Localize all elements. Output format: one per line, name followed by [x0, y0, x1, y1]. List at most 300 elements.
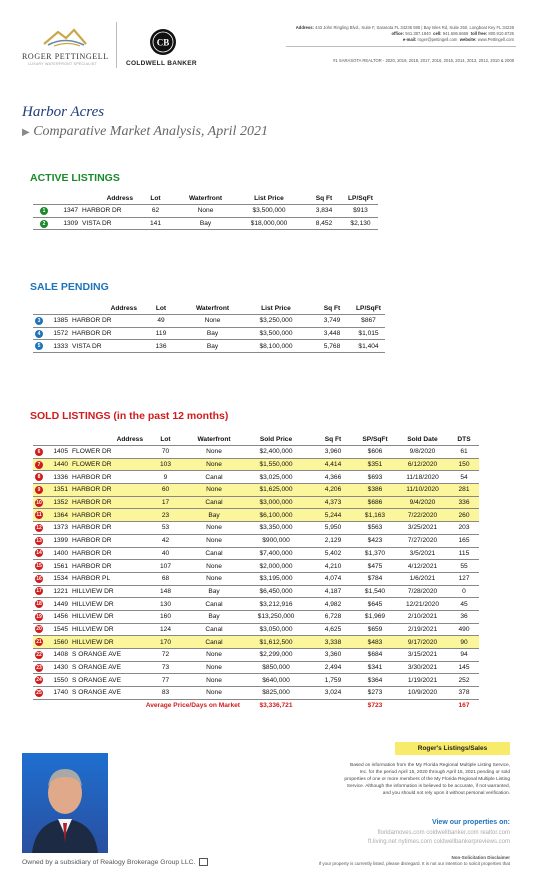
pps-cell: $867: [352, 315, 385, 328]
wf-cell: Bay: [188, 585, 240, 598]
sqft-cell: 4,373: [312, 496, 354, 509]
price-cell: $1,550,000: [240, 458, 312, 471]
street-number: 1333: [53, 342, 68, 350]
sqft-cell: 4,187: [312, 585, 354, 598]
dts-cell: 36: [449, 610, 479, 623]
sqft-cell: 3,360: [312, 649, 354, 662]
dts-cell: 281: [449, 484, 479, 497]
date-cell: 9/17/2020: [396, 636, 449, 649]
contact-block: Address: 443 John Ringling Blvd., Suite F, Sarasota FL 34236 595 | Bay Isles Rd, Suite 250, Longboat Key FL 34228 office: 941.387.1840 cell: 941.586.6668 toll free: 800.910.8726 e-mail: roger@pettingell.com website: www.Pettingell.com: [295, 25, 514, 42]
dts-cell: 45: [449, 598, 479, 611]
street-number: 1351: [53, 486, 68, 494]
wf-cell: None: [188, 572, 240, 585]
row-number-cell: [33, 623, 45, 636]
row-number-badge: 18: [36, 601, 42, 608]
price-cell: $850,000: [240, 661, 312, 674]
street-number: 1373: [53, 524, 68, 532]
agent-photo: [22, 753, 108, 853]
equal-housing-icon: [199, 858, 208, 866]
pps-cell: $475: [354, 560, 396, 573]
address-cell: [45, 547, 143, 560]
street-number: 1430: [53, 664, 68, 672]
pps-cell: $364: [354, 674, 396, 687]
pps-cell: $273: [354, 687, 396, 700]
date-cell: 2/19/2021: [396, 623, 449, 636]
ownership-note: Owned by a subsidiary of Realogy Brokerage Group LLC.: [22, 858, 208, 866]
address-cell: [45, 674, 143, 687]
active-listings-heading: ACTIVE LISTINGS: [30, 172, 120, 184]
wf-cell: None: [188, 661, 240, 674]
sqft-cell: 4,625: [312, 623, 354, 636]
dts-cell: 336: [449, 496, 479, 509]
street-name: HARBOR DR: [72, 511, 112, 519]
sale-pending-heading: SALE PENDING: [30, 281, 109, 293]
street-number: 1572: [53, 330, 68, 338]
sold-listings-heading: SOLD LISTINGS (in the past 12 months): [30, 410, 229, 422]
wf-cell: Canal: [188, 623, 240, 636]
row-number-cell: [33, 585, 45, 598]
pettingell-logo-icon: [40, 24, 90, 48]
row-number-badge: 24: [36, 677, 42, 684]
brokerage-name: COLDWELL BANKER: [126, 60, 197, 67]
wf-cell: None: [178, 205, 233, 218]
sqft-cell: 2,129: [312, 534, 354, 547]
logo-divider: [116, 22, 117, 68]
street-name: S ORANGE AVE: [72, 676, 121, 684]
dts-cell: 150: [449, 458, 479, 471]
address-text: 443 John Ringling Blvd., Suite F, Sarasota FL 34236 595 | Bay Isles Rd, Suite 250, Longboat Key FL 34228: [315, 25, 514, 30]
pps-cell: $913: [343, 205, 378, 218]
sqft-cell: 6,728: [312, 610, 354, 623]
price-cell: $3,500,000: [240, 327, 312, 340]
sqft-cell: 3,338: [312, 636, 354, 649]
pps-cell: $386: [354, 484, 396, 497]
average-row: Average Price/Days on Market $3,336,721 $723 167: [145, 702, 470, 710]
street-number: 1347: [63, 207, 78, 215]
pps-cell: $1,404: [352, 340, 385, 353]
price-cell: $3,350,000: [240, 522, 312, 535]
wf-cell: None: [188, 522, 240, 535]
dts-cell: 54: [449, 471, 479, 484]
row-number-cell: [33, 496, 45, 509]
date-cell: 3/30/2021: [396, 661, 449, 674]
address-cell: [45, 340, 137, 353]
pps-cell: $1,370: [354, 547, 396, 560]
lot-cell: 77: [143, 674, 188, 687]
price-cell: $7,400,000: [240, 547, 312, 560]
price-cell: $6,450,000: [240, 585, 312, 598]
price-cell: $3,250,000: [240, 315, 312, 328]
price-cell: $900,000: [240, 534, 312, 547]
street-name: FLOWER DR: [72, 461, 112, 469]
dts-cell: 127: [449, 572, 479, 585]
date-cell: 3/5/2021: [396, 547, 449, 560]
price-cell: $13,250,000: [240, 610, 312, 623]
date-cell: 11/10/2020: [396, 484, 449, 497]
street-number: 1550: [53, 676, 68, 684]
email-link[interactable]: roger@pettingell.com: [417, 37, 458, 42]
wf-cell: None: [188, 687, 240, 700]
lot-cell: 9: [143, 471, 188, 484]
table-row: [33, 315, 385, 328]
agent-portrait-icon: [22, 753, 108, 853]
row-number-badge: 15: [36, 563, 42, 570]
lot-cell: 141: [133, 217, 178, 230]
lot-cell: 23: [143, 509, 188, 522]
website-link[interactable]: www.Pettingell.com: [477, 37, 514, 42]
address-cell: [45, 560, 143, 573]
lot-cell: 70: [143, 446, 188, 459]
dts-cell: 115: [449, 547, 479, 560]
street-number: 1309: [63, 220, 78, 228]
pps-cell: $645: [354, 598, 396, 611]
table-row: [33, 661, 479, 674]
row-number-cell: [33, 560, 45, 573]
row-number-badge: 13: [36, 537, 42, 544]
date-cell: 10/9/2020: [396, 687, 449, 700]
row-number-cell: [33, 636, 45, 649]
dts-cell: 165: [449, 534, 479, 547]
address-cell: [45, 623, 143, 636]
table-row: [33, 327, 385, 340]
sqft-cell: 5,244: [312, 509, 354, 522]
lot-cell: 124: [143, 623, 188, 636]
lot-cell: 68: [143, 572, 188, 585]
lot-cell: 107: [143, 560, 188, 573]
row-number-cell: [33, 674, 45, 687]
wf-cell: Canal: [188, 598, 240, 611]
date-cell: 4/12/2021: [396, 560, 449, 573]
street-name: HILLVIEW DR: [72, 638, 114, 646]
table-row: [33, 674, 479, 687]
table-header: Address Lot Waterfront List Price Sq Ft LP/SqFt: [33, 302, 385, 315]
sqft-cell: 4,206: [312, 484, 354, 497]
wf-cell: None: [188, 534, 240, 547]
row-number-cell: [33, 340, 45, 353]
wf-cell: Canal: [188, 471, 240, 484]
sqft-cell: 4,982: [312, 598, 354, 611]
logo-name: ROGER PETTINGELL: [22, 52, 109, 61]
address-cell: [45, 509, 143, 522]
pps-cell: $1,163: [354, 509, 396, 522]
pps-cell: $563: [354, 522, 396, 535]
coldwell-banker-seal-icon: [149, 28, 177, 56]
date-cell: 6/12/2020: [396, 458, 449, 471]
lot-cell: 17: [143, 496, 188, 509]
street-name: HARBOR DR: [82, 207, 122, 215]
wf-cell: Bay: [185, 340, 240, 353]
sqft-cell: 3,960: [312, 446, 354, 459]
rogers-listings-badge: Roger's Listings/Sales: [395, 742, 510, 755]
street-name: HARBOR DR: [72, 537, 112, 545]
row-number-badge: 8: [35, 473, 43, 481]
row-number-cell: [33, 522, 45, 535]
row-number-cell: [33, 572, 45, 585]
address-cell: [45, 534, 143, 547]
table-row: [33, 547, 479, 560]
price-cell: $6,100,000: [240, 509, 312, 522]
address-cell: [45, 484, 143, 497]
row-number-badge: 9: [35, 486, 43, 494]
header-rule: [286, 46, 516, 47]
row-number-badge: 11: [36, 512, 42, 519]
lot-cell: 62: [133, 205, 178, 218]
pps-cell: $684: [354, 649, 396, 662]
row-number-badge: 21: [36, 639, 42, 646]
lot-cell: 72: [143, 649, 188, 662]
pps-cell: $351: [354, 458, 396, 471]
price-cell: $3,212,916: [240, 598, 312, 611]
dts-cell: 0: [449, 585, 479, 598]
table-row: [33, 458, 479, 471]
street-name: HARBOR DR: [72, 562, 112, 570]
logo-subtitle: LUXURY WATERFRONT SPECIALIST: [28, 62, 97, 66]
table-row: [33, 636, 479, 649]
address-cell: [45, 315, 137, 328]
street-number: 1440: [53, 461, 68, 469]
dts-cell: 90: [449, 636, 479, 649]
street-name: S ORANGE AVE: [72, 651, 121, 659]
row-number-cell: [33, 547, 45, 560]
street-name: FLOWER DR: [72, 448, 112, 456]
table-row: [33, 585, 479, 598]
sqft-cell: 3,024: [312, 687, 354, 700]
row-number-badge: 25: [36, 689, 42, 696]
lot-cell: 53: [143, 522, 188, 535]
street-number: 1456: [53, 613, 68, 621]
address-cell: [45, 687, 143, 700]
wf-cell: Bay: [188, 509, 240, 522]
table-row: [33, 484, 479, 497]
pps-cell: $1,969: [354, 610, 396, 623]
lot-cell: 160: [143, 610, 188, 623]
price-cell: $2,299,000: [240, 649, 312, 662]
row-number-badge: 14: [36, 550, 42, 557]
lot-cell: 170: [143, 636, 188, 649]
lot-cell: 136: [137, 340, 185, 353]
street-name: VISTA DR: [72, 342, 102, 350]
row-number-badge: 6: [35, 448, 43, 456]
pps-cell: $2,130: [343, 217, 378, 230]
pps-cell: $606: [354, 446, 396, 459]
table-row: [33, 610, 479, 623]
sold-listings-table: [33, 433, 479, 711]
wf-cell: None: [188, 674, 240, 687]
table-row: [33, 534, 479, 547]
pps-cell: $693: [354, 471, 396, 484]
table-row: [33, 205, 378, 218]
street-name: HARBOR DR: [72, 499, 112, 507]
table-row: [33, 471, 479, 484]
row-number-cell: [33, 327, 45, 340]
row-number-badge: 10: [36, 499, 42, 506]
table-row: [33, 509, 479, 522]
dts-cell: 55: [449, 560, 479, 573]
pps-cell: $423: [354, 534, 396, 547]
wf-cell: Bay: [185, 327, 240, 340]
address-cell: [45, 522, 143, 535]
street-name: HARBOR DR: [72, 330, 112, 338]
table-row: [33, 522, 479, 535]
price-cell: $2,400,000: [240, 446, 312, 459]
table-row: [33, 496, 479, 509]
price-cell: $18,000,000: [233, 217, 305, 230]
price-cell: $3,500,000: [233, 205, 305, 218]
street-name: VISTA DR: [82, 220, 112, 228]
street-name: S ORANGE AVE: [72, 664, 121, 672]
price-cell: $640,000: [240, 674, 312, 687]
street-name: HILLVIEW DR: [72, 625, 114, 633]
sqft-cell: 5,768: [312, 340, 352, 353]
header: [0, 0, 534, 80]
page-title: Harbor Acres: [22, 104, 105, 120]
sqft-cell: 3,834: [305, 205, 343, 218]
price-cell: $3,050,000: [240, 623, 312, 636]
address-cell: [45, 661, 143, 674]
row-number-badge: 22: [36, 651, 42, 658]
street-name: HARBOR DR: [72, 524, 112, 532]
address-cell: [45, 598, 143, 611]
date-cell: 1/6/2021: [396, 572, 449, 585]
table-row: [33, 649, 479, 662]
dts-cell: 378: [449, 687, 479, 700]
street-number: 1408: [53, 651, 68, 659]
row-number-cell: [33, 610, 45, 623]
street-number: 1400: [53, 549, 68, 557]
street-name: HARBOR DR: [72, 486, 112, 494]
row-number-badge: 1: [40, 207, 48, 215]
address-cell: [45, 496, 143, 509]
row-number-cell: [33, 217, 55, 230]
street-number: 1449: [53, 600, 68, 608]
row-number-badge: 19: [36, 613, 42, 620]
row-number-cell: [33, 471, 45, 484]
sqft-cell: 4,210: [312, 560, 354, 573]
row-number-badge: 20: [36, 626, 42, 633]
dts-cell: 490: [449, 623, 479, 636]
address-cell: [45, 458, 143, 471]
date-cell: 12/21/2020: [396, 598, 449, 611]
date-cell: 9/8/2020: [396, 446, 449, 459]
pps-cell: $483: [354, 636, 396, 649]
lot-cell: 148: [143, 585, 188, 598]
table-row: [33, 446, 479, 459]
row-number-badge: 2: [40, 220, 48, 228]
row-number-badge: 23: [36, 664, 42, 671]
dts-cell: 252: [449, 674, 479, 687]
street-name: S ORANGE AVE: [72, 689, 121, 697]
pps-cell: $1,015: [352, 327, 385, 340]
price-cell: $1,612,500: [240, 636, 312, 649]
date-cell: 7/22/2020: [396, 509, 449, 522]
lot-cell: 73: [143, 661, 188, 674]
sqft-cell: 1,759: [312, 674, 354, 687]
property-links[interactable]: floridamoves.com coldwellbanker.com realtor.com ft.living.net nytimes.com coldwellbankerpreviews.com: [367, 830, 510, 845]
address-cell: [45, 636, 143, 649]
address-cell: [45, 649, 143, 662]
lot-cell: 40: [143, 547, 188, 560]
row-number-cell: [33, 458, 45, 471]
table-row: [33, 598, 479, 611]
address-cell: [55, 205, 133, 218]
wf-cell: None: [188, 649, 240, 662]
street-number: 1405: [53, 448, 68, 456]
sqft-cell: 3,448: [312, 327, 352, 340]
price-cell: $1,625,000: [240, 484, 312, 497]
street-number: 1560: [53, 638, 68, 646]
street-name: HARBOR DR: [72, 317, 112, 325]
street-number: 1399: [53, 537, 68, 545]
street-number: 1385: [53, 317, 68, 325]
table-header: Address Lot Waterfront Sold Price Sq Ft SP/SqFt Sold Date DTS: [33, 433, 479, 446]
table-row: [33, 217, 378, 230]
price-cell: $3,195,000: [240, 572, 312, 585]
date-cell: 9/4/2020: [396, 496, 449, 509]
wf-cell: Canal: [188, 636, 240, 649]
dts-cell: 203: [449, 522, 479, 535]
date-cell: 7/27/2020: [396, 534, 449, 547]
row-number-cell: [33, 484, 45, 497]
street-number: 1740: [53, 689, 68, 697]
row-number-badge: 17: [36, 588, 42, 595]
address-cell: [45, 327, 137, 340]
street-number: 1561: [53, 562, 68, 570]
street-name: HARBOR PL: [72, 575, 111, 583]
wf-cell: Bay: [188, 610, 240, 623]
street-number: 1545: [53, 625, 68, 633]
row-number-cell: [33, 534, 45, 547]
address-cell: [45, 572, 143, 585]
row-number-badge: 5: [35, 342, 43, 350]
wf-cell: None: [188, 458, 240, 471]
pps-cell: $659: [354, 623, 396, 636]
row-number-badge: 7: [35, 461, 43, 469]
wf-cell: Canal: [188, 496, 240, 509]
row-number-badge: 12: [36, 524, 42, 531]
row-number-badge: 3: [35, 317, 43, 325]
address-cell: [45, 585, 143, 598]
street-name: HILLVIEW DR: [72, 600, 114, 608]
pps-cell: $1,540: [354, 585, 396, 598]
pps-cell: $686: [354, 496, 396, 509]
row-number-cell: [33, 446, 45, 459]
street-number: 1221: [53, 587, 68, 595]
disclaimer: Based on information from the My Florida Regional Multiple Listing Service, Inc. for the period April 15, 2020 through April 15, 2021 pending or sold properties of one or more members of the My Florida Regional Multiple Listing Service. Although the information is believed to be accurate, if not warranted, and you should not rely upon it without personal verification.: [344, 763, 510, 796]
page-subtitle: ▶ Comparative Market Analysis, April 2021: [22, 124, 268, 139]
date-cell: 1/19/2021: [396, 674, 449, 687]
row-number-cell: [33, 661, 45, 674]
row-number-cell: [33, 687, 45, 700]
wf-cell: Canal: [188, 547, 240, 560]
sqft-cell: 5,950: [312, 522, 354, 535]
address-cell: [45, 471, 143, 484]
active-listings-table: [33, 192, 378, 230]
wf-cell: None: [188, 446, 240, 459]
awards-line: #1 SARASOTA REALTOR - 2020, 2019, 2018, 2017, 2016, 2015, 2014, 2013, 2012, 2010 & 2008: [333, 58, 514, 63]
lot-cell: 49: [137, 315, 185, 328]
price-cell: $8,100,000: [240, 340, 312, 353]
lot-cell: 42: [143, 534, 188, 547]
street-number: 1534: [53, 575, 68, 583]
row-number-badge: 16: [36, 575, 42, 582]
address-cell: [45, 610, 143, 623]
wf-cell: None: [188, 560, 240, 573]
lot-cell: 83: [143, 687, 188, 700]
table-row: [33, 560, 479, 573]
price-cell: $3,025,000: [240, 471, 312, 484]
date-cell: 2/10/2021: [396, 610, 449, 623]
street-number: 1364: [53, 511, 68, 519]
